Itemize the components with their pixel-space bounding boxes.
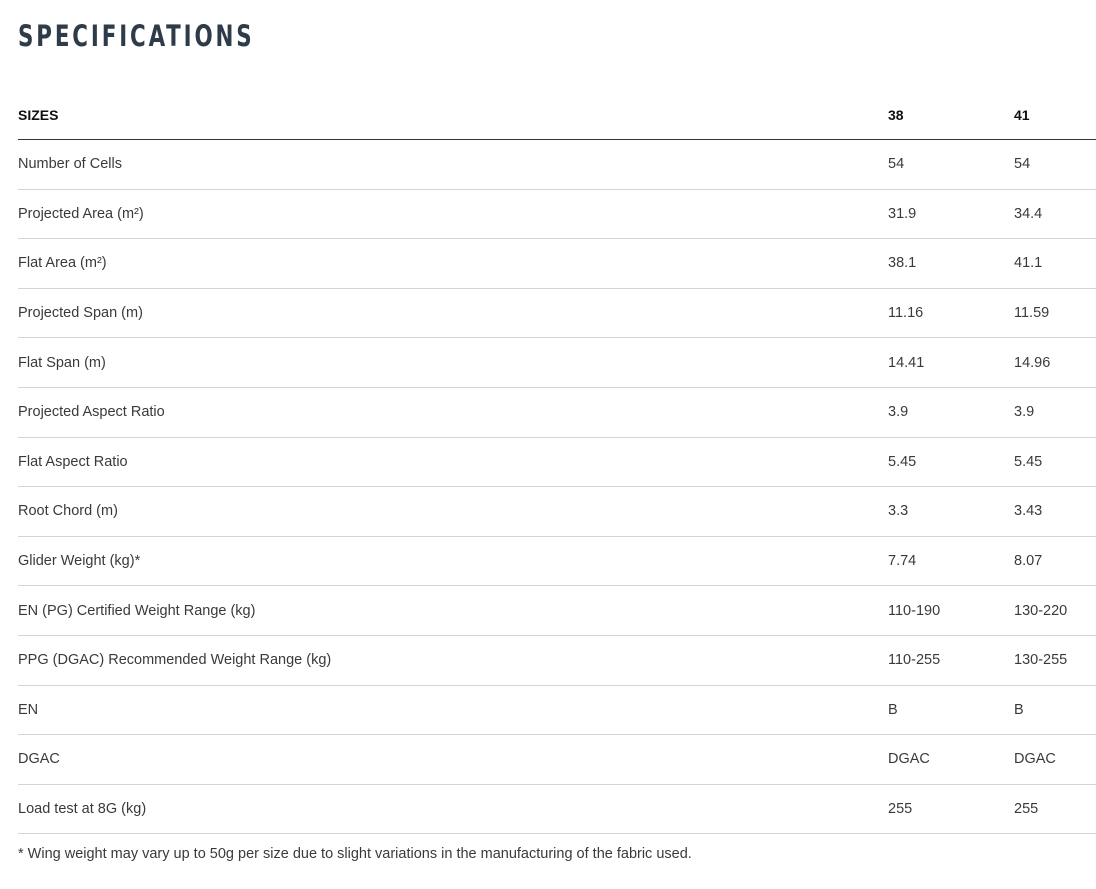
- row-value-size-38: 3.3: [888, 487, 1014, 537]
- table-row: [18, 387, 1096, 437]
- row-label: Load test at 8G (kg): [18, 784, 888, 834]
- table-row: [18, 586, 1096, 636]
- row-label: Projected Area (m²): [18, 189, 888, 239]
- row-value-size-38: 5.45: [888, 437, 1014, 487]
- row-value-size-38: 110-190: [888, 586, 1014, 636]
- row-value-size-41: 54: [1014, 140, 1096, 190]
- row-value-size-41: 41.1: [1014, 239, 1096, 289]
- table-row: [18, 536, 1096, 586]
- row-value-size-41: 130-220: [1014, 586, 1096, 636]
- row-value-size-41: 130-255: [1014, 635, 1096, 685]
- table-row: [18, 239, 1096, 289]
- row-label: Projected Aspect Ratio: [18, 387, 888, 437]
- row-value-size-38: 31.9: [888, 189, 1014, 239]
- row-value-size-38: 110-255: [888, 635, 1014, 685]
- row-label: Flat Aspect Ratio: [18, 437, 888, 487]
- table-row: [18, 784, 1096, 834]
- table-row: [18, 338, 1096, 388]
- row-value-size-41: 3.9: [1014, 387, 1096, 437]
- row-value-size-38: 255: [888, 784, 1014, 834]
- table-row: [18, 140, 1096, 190]
- specifications-table: [18, 90, 1096, 834]
- row-value-size-41: 5.45: [1014, 437, 1096, 487]
- row-label: Flat Span (m): [18, 338, 888, 388]
- row-value-size-41: 11.59: [1014, 288, 1096, 338]
- table-header-row: [18, 90, 1096, 140]
- row-value-size-41: 14.96: [1014, 338, 1096, 388]
- table-row: [18, 635, 1096, 685]
- row-label: EN (PG) Certified Weight Range (kg): [18, 586, 888, 636]
- row-label: DGAC: [18, 735, 888, 785]
- table-row: [18, 487, 1096, 537]
- row-label: Flat Area (m²): [18, 239, 888, 289]
- row-label: EN: [18, 685, 888, 735]
- row-value-size-41: B: [1014, 685, 1096, 735]
- table-row: [18, 189, 1096, 239]
- row-value-size-38: 54: [888, 140, 1014, 190]
- row-label: Root Chord (m): [18, 487, 888, 537]
- row-value-size-38: 7.74: [888, 536, 1014, 586]
- table-row: [18, 437, 1096, 487]
- row-value-size-38: 14.41: [888, 338, 1014, 388]
- header-size-38: 38: [888, 90, 1014, 140]
- row-label: PPG (DGAC) Recommended Weight Range (kg): [18, 635, 888, 685]
- row-value-size-41: 255: [1014, 784, 1096, 834]
- page-title: SPECIFICATIONS: [18, 19, 255, 53]
- row-value-size-38: DGAC: [888, 735, 1014, 785]
- row-value-size-41: 3.43: [1014, 487, 1096, 537]
- row-value-size-41: 8.07: [1014, 536, 1096, 586]
- row-value-size-38: 3.9: [888, 387, 1014, 437]
- header-sizes: SIZES: [18, 90, 888, 140]
- row-value-size-41: 34.4: [1014, 189, 1096, 239]
- row-label: Glider Weight (kg)*: [18, 536, 888, 586]
- table-body: [18, 140, 1096, 834]
- header-size-41: 41: [1014, 90, 1096, 140]
- table-row: [18, 685, 1096, 735]
- row-value-size-38: B: [888, 685, 1014, 735]
- row-value-size-38: 38.1: [888, 239, 1014, 289]
- row-value-size-38: 11.16: [888, 288, 1014, 338]
- table-row: [18, 288, 1096, 338]
- table-row: [18, 735, 1096, 785]
- footnote: * Wing weight may vary up to 50g per size due to slight variations in the manufacturing of the fabric used.: [18, 846, 692, 862]
- row-label: Number of Cells: [18, 140, 888, 190]
- row-value-size-41: DGAC: [1014, 735, 1096, 785]
- row-label: Projected Span (m): [18, 288, 888, 338]
